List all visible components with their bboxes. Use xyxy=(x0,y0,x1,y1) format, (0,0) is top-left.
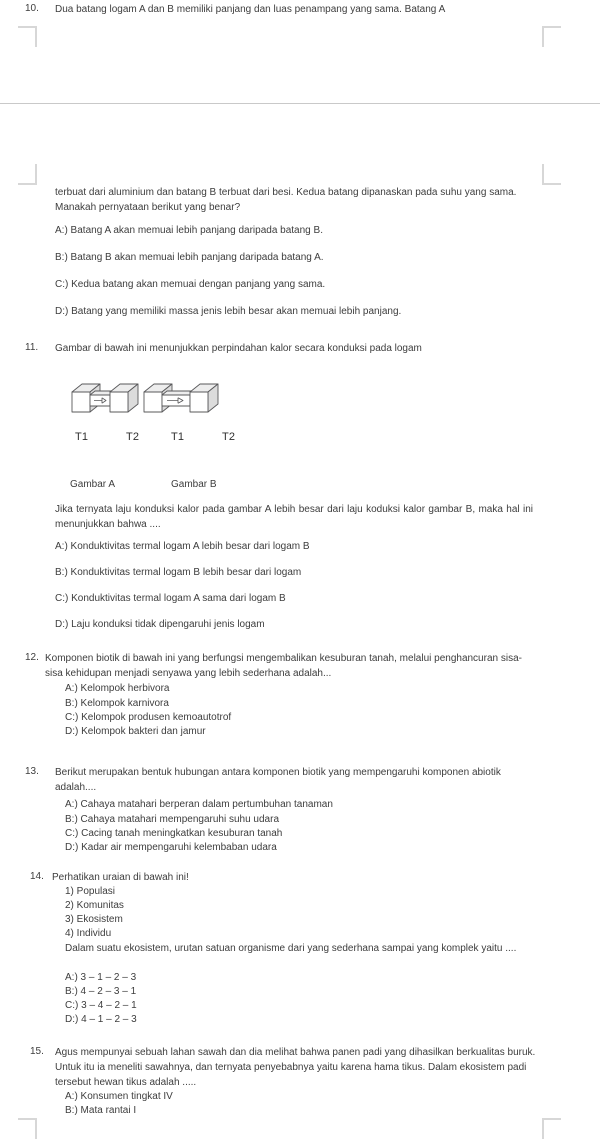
question-10-text: Dua batang logam A dan B memiliki panjang dan luas penampang yang sama. Batang A xyxy=(55,4,446,15)
question-14-item-4: 4) Individu xyxy=(65,928,112,939)
question-12-text: Komponen biotik di bawah ini yang berfungsi mengembalikan kesuburan tanah, melalui penghancuran sisa-sisa kehidupan menjadi senyawa yang lebih sederhana adalah... xyxy=(45,653,522,679)
question-11-text: Gambar di bawah ini menunjukkan perpindahan kalor secara konduksi pada logam xyxy=(55,343,422,354)
question-14-item-3: 3) Ekosistem xyxy=(65,914,123,925)
temperature-label-b2: T2 xyxy=(222,431,236,443)
figure-caption-a: Gambar A xyxy=(70,479,116,490)
question-10-continuation: terbuat dari aluminium dan batang B terbuat dari besi. Kedua batang dipanaskan pada suhu yang sama. Manakah pernyataan berikut yang benar? xyxy=(55,187,517,213)
question-13-option-a[interactable]: A:) Cahaya matahari berperan dalam pertumbuhan tanaman xyxy=(65,799,333,810)
heat-conduction-diagram xyxy=(68,378,248,424)
question-11-option-b[interactable]: B:) Konduktivitas termal logam B lebih besar dari logam xyxy=(55,567,302,578)
question-10-option-b[interactable]: B:) Batang B akan memuai lebih panjang daripada batang A. xyxy=(55,252,324,263)
question-11-number: 11. xyxy=(25,342,39,353)
question-11-option-a[interactable]: A:) Konduktivitas termal logam A lebih besar dari logam B xyxy=(55,541,310,552)
cube-a2 xyxy=(110,384,138,412)
temperature-label-a1: T1 xyxy=(75,431,89,443)
question-13-option-d[interactable]: D:) Kadar air mempengaruhi kelembaban udara xyxy=(65,842,277,853)
question-13-text: Berikut merupakan bentuk hubungan antara komponen biotik yang mempengaruhi komponen abiotik adalah.... xyxy=(55,767,501,793)
question-12-option-c[interactable]: C:) Kelompok produsen kemoautotrof xyxy=(65,712,232,723)
question-13-number: 13. xyxy=(25,766,39,777)
question-11-stem: Jika ternyata laju konduksi kalor pada gambar A lebih besar dari laju koduksi kalor gambar B, maka hal ini menunjukkan bahwa .... xyxy=(55,504,533,530)
crop-mark-mid-left-icon xyxy=(18,164,37,185)
crop-mark-top-right-icon xyxy=(542,26,561,47)
figure-caption-b: Gambar B xyxy=(171,479,217,490)
crop-mark-mid-right-icon xyxy=(542,164,561,185)
question-14-number: 14. xyxy=(30,871,44,882)
question-10-option-a[interactable]: A:) Batang A akan memuai lebih panjang daripada batang B. xyxy=(55,225,323,236)
question-14-text: Perhatikan uraian di bawah ini! xyxy=(52,872,189,883)
question-10-number: 10. xyxy=(25,3,39,14)
question-11-option-d[interactable]: D:) Laju konduksi tidak dipengaruhi jenis logam xyxy=(55,619,265,630)
question-13-option-b[interactable]: B:) Cahaya matahari mempengaruhi suhu udara xyxy=(65,814,280,825)
crop-mark-top-left-icon xyxy=(18,26,37,47)
question-10-option-d[interactable]: D:) Batang yang memiliki massa jenis lebih besar akan memuai lebih panjang. xyxy=(55,306,402,317)
question-14-option-a[interactable]: A:) 3 – 1 – 2 – 3 xyxy=(65,972,137,983)
question-15-option-b[interactable]: B:) Mata rantai I xyxy=(65,1105,137,1116)
question-14-item-1: 1) Populasi xyxy=(65,886,116,897)
question-14-stem: Dalam suatu ekosistem, urutan satuan organisme dari yang sederhana sampai yang komplek yaitu .... xyxy=(65,943,517,954)
question-14-option-b[interactable]: B:) 4 – 2 – 3 – 1 xyxy=(65,986,137,997)
question-15-number: 15. xyxy=(30,1046,44,1057)
question-11-option-c[interactable]: C:) Konduktivitas termal logam A sama dari logam B xyxy=(55,593,286,604)
question-15-option-a[interactable]: A:) Konsumen tingkat IV xyxy=(65,1091,173,1102)
crop-mark-bottom-right-icon xyxy=(542,1118,561,1139)
question-12-option-a[interactable]: A:) Kelompok herbivora xyxy=(65,683,170,694)
temperature-label-a2: T2 xyxy=(126,431,140,443)
page-divider xyxy=(0,103,600,104)
question-14-option-d[interactable]: D:) 4 – 1 – 2 – 3 xyxy=(65,1014,137,1025)
question-15-text: Agus mempunyai sebuah lahan sawah dan dia melihat bahwa panen padi yang dihasilkan berkualitas buruk. Untuk itu ia meneliti sawahnya, dan ternyata penyebabnya yaitu karena hama tikus. Dalam ekosistem padi tersebut hewan tikus adalah ..... xyxy=(55,1047,536,1088)
question-12-option-d[interactable]: D:) Kelompok bakteri dan jamur xyxy=(65,726,206,737)
question-14-option-c[interactable]: C:) 3 – 4 – 2 – 1 xyxy=(65,1000,137,1011)
cube-b2 xyxy=(190,384,218,412)
question-12-option-b[interactable]: B:) Kelompok karnivora xyxy=(65,698,169,709)
temperature-label-b1: T1 xyxy=(171,431,185,443)
question-12-number: 12. xyxy=(25,652,39,663)
crop-mark-bottom-left-icon xyxy=(18,1118,37,1139)
question-13-option-c[interactable]: C:) Cacing tanah meningkatkan kesuburan tanah xyxy=(65,828,283,839)
question-10-option-c[interactable]: C:) Kedua batang akan memuai dengan panjang yang sama. xyxy=(55,279,326,290)
question-14-item-2: 2) Komunitas xyxy=(65,900,124,911)
